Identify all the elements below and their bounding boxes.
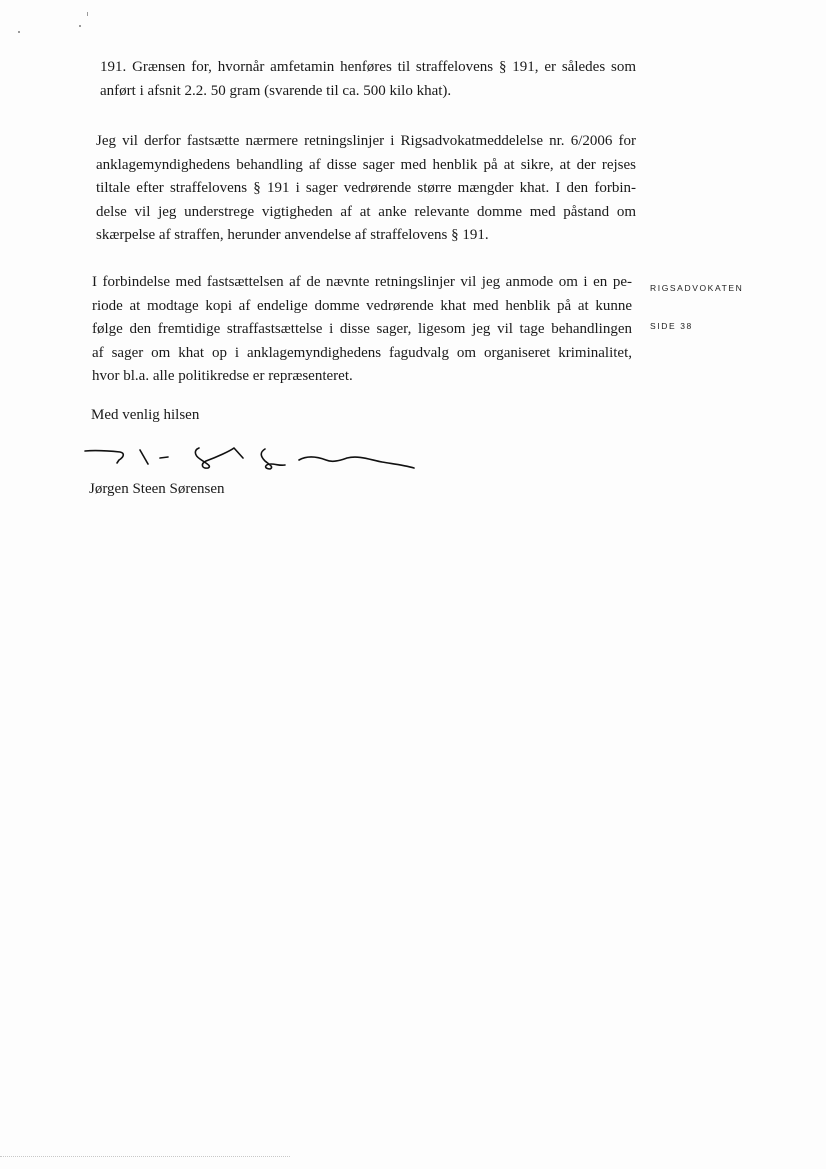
signature-stroke — [195, 448, 243, 468]
paragraph-request-copies — [92, 271, 632, 389]
text-line: hvor bl.a. alle politikredse er repræsenteret. — [92, 368, 353, 384]
signature-stroke — [140, 450, 148, 464]
text-line: af sager om khat op i anklagemyndighedens fagudvalg om organiseret kriminalitet, — [92, 344, 632, 361]
paragraph-amfetamin-threshold — [100, 56, 636, 103]
signature-stroke — [160, 457, 168, 458]
sidebar-page-number: SIDE 38 — [650, 321, 693, 331]
text-line: følge den fremtidige straffastsættelse i disse sager, ligesom jeg vil tage behandlingen — [92, 321, 632, 337]
closing-greeting: Med venlig hilsen — [91, 407, 200, 423]
text-line: Jeg vil derfor fastsætte nærmere retningslinjer i Rigsadvokatmeddelelse nr. 6/2006 for — [96, 133, 636, 149]
scan-speck — [18, 31, 20, 33]
text-line: anført i afsnit 2.2. 50 gram (svarende til ca. 500 kilo khat). — [100, 82, 452, 99]
scan-speck — [87, 12, 88, 16]
sidebar-organization: RIGSADVOKATEN — [650, 283, 744, 293]
text-line: delse vil jeg understrege vigtigheden af at anke relevante domme med påstand om — [96, 203, 636, 220]
text-line: I forbindelse med fastsættelsen af de nævnte retningslinjer vil jeg anmode om i en pe- — [92, 274, 632, 290]
signature-stroke — [261, 449, 285, 469]
text-line: tiltale efter straffelovens § 191 i sager vedrørende større mængder khat. I den forbin- — [96, 180, 636, 196]
signature-stroke — [85, 451, 123, 463]
footer-rule — [0, 1156, 290, 1157]
scan-speck — [79, 25, 81, 27]
signer-name: Jørgen Steen Sørensen — [89, 481, 225, 497]
text-line: anklagemyndighedens behandling af disse sager med henblik på at sikre, at der rejses — [96, 156, 636, 173]
text-line: riode at modtage kopi af endelige domme vedrørende khat med henblik på at kunne — [92, 297, 632, 314]
signature-stroke — [299, 457, 414, 468]
text-line: 191. Grænsen for, hvornår amfetamin henføres til straffelovens § 191, er således som — [100, 59, 636, 75]
text-line: skærpelse af straffen, herunder anvendelse af straffelovens § 191. — [96, 227, 489, 243]
paragraph-guidelines — [96, 130, 636, 248]
handwritten-signature — [82, 438, 422, 478]
